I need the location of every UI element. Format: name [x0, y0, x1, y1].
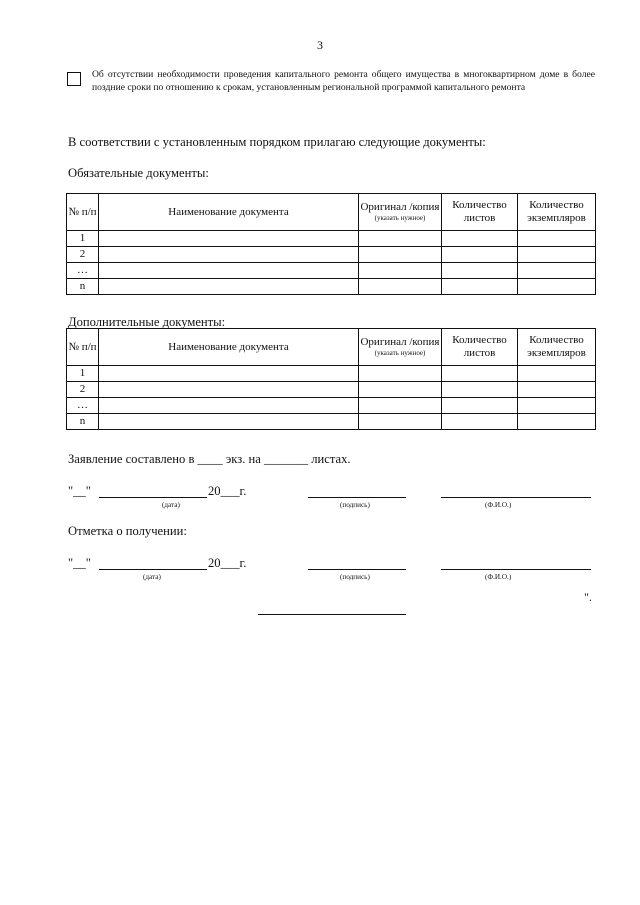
header-name: Наименование документа — [99, 329, 359, 366]
cell-sheets[interactable] — [442, 382, 518, 398]
row-num: n — [67, 414, 99, 430]
table-row — [67, 279, 596, 295]
cell-sheets[interactable] — [442, 366, 518, 382]
name-caption: (Ф.И.О.) — [485, 573, 512, 581]
header-num: № п/п — [67, 329, 99, 366]
cell-copies[interactable] — [518, 247, 596, 263]
row-num: 2 — [67, 382, 99, 398]
table-row — [67, 398, 596, 414]
cell-copies[interactable] — [518, 263, 596, 279]
date-quote: "__" — [68, 556, 91, 570]
cell-original[interactable] — [359, 382, 442, 398]
date-underline — [99, 497, 207, 498]
cell-copies[interactable] — [518, 366, 596, 382]
header-copies: Количество экземпляров — [518, 194, 596, 231]
cell-copies[interactable] — [518, 231, 596, 247]
cell-name[interactable] — [99, 263, 359, 279]
cell-original[interactable] — [359, 263, 442, 279]
date-caption: (дата) — [162, 501, 180, 509]
checkbox-label: Об отсутствии необходимости проведения капитального ремонта общего имущества в многоквартирном доме в более поздние сроки по отношению к срокам, установленным региональной программой капитального ремонта — [92, 69, 595, 93]
mandatory-docs-table — [66, 193, 596, 295]
header-sheets: Количество листов — [442, 194, 518, 231]
year-field-receipt[interactable] — [208, 556, 246, 571]
cell-copies[interactable] — [518, 279, 596, 295]
cell-sheets[interactable] — [442, 263, 518, 279]
closing-quote: ". — [584, 590, 592, 604]
cell-copies[interactable] — [518, 398, 596, 414]
cell-name[interactable] — [99, 398, 359, 414]
name-line-applicant[interactable] — [441, 497, 591, 498]
cell-sheets[interactable] — [442, 247, 518, 263]
year-prefix: 20 — [208, 484, 221, 498]
year-prefix: 20 — [208, 556, 221, 570]
additional-docs-table — [66, 328, 596, 430]
year-suffix: ___г. — [220, 484, 247, 498]
cell-original[interactable] — [359, 398, 442, 414]
cell-sheets[interactable] — [442, 279, 518, 295]
additional-docs-title: Дополнительные документы: — [68, 315, 226, 329]
date-underline — [99, 569, 207, 570]
cell-original[interactable] — [359, 247, 442, 263]
date-caption: (дата) — [143, 573, 161, 581]
cell-sheets[interactable] — [442, 414, 518, 430]
header-original — [359, 194, 442, 231]
cell-name[interactable] — [99, 414, 359, 430]
cell-copies[interactable] — [518, 382, 596, 398]
table-row — [67, 366, 596, 382]
header-sheets: Количество листов — [442, 329, 518, 366]
signature-caption: (подпись) — [340, 501, 370, 509]
cell-copies[interactable] — [518, 414, 596, 430]
table-row — [67, 231, 596, 247]
row-num: 1 — [67, 231, 99, 247]
cell-name[interactable] — [99, 366, 359, 382]
cell-original[interactable] — [359, 231, 442, 247]
row-num: n — [67, 279, 99, 295]
signature-line-applicant[interactable] — [308, 497, 406, 498]
cell-original[interactable] — [359, 414, 442, 430]
header-original-label: Оригинал /копия — [360, 201, 440, 213]
row-num: … — [67, 398, 99, 414]
table-row — [67, 247, 596, 263]
signature-caption: (подпись) — [340, 573, 370, 581]
cell-name[interactable] — [99, 279, 359, 295]
cell-sheets[interactable] — [442, 398, 518, 414]
cell-name[interactable] — [99, 382, 359, 398]
date-field-applicant[interactable] — [68, 484, 91, 499]
page-number: 3 — [317, 38, 323, 52]
header-name: Наименование документа — [99, 194, 359, 231]
cell-name[interactable] — [99, 231, 359, 247]
header-num: № п/п — [67, 194, 99, 231]
row-num: 2 — [67, 247, 99, 263]
row-num: … — [67, 263, 99, 279]
name-caption: (Ф.И.О.) — [485, 501, 512, 509]
receipt-label: Отметка о получении: — [68, 524, 187, 538]
date-quote: "__" — [68, 484, 91, 498]
header-original-note: (указать нужное) — [374, 349, 426, 357]
header-original-note: (указать нужное) — [374, 214, 426, 222]
closing-line — [258, 614, 406, 615]
cell-name[interactable] — [99, 247, 359, 263]
table-row — [67, 382, 596, 398]
header-copies: Количество экземпляров — [518, 329, 596, 366]
signature-line-receipt[interactable] — [308, 569, 406, 570]
name-line-receipt[interactable] — [441, 569, 591, 570]
statement-line: Заявление составлено в ____ экз. на _______ листах. — [68, 452, 351, 466]
year-field-applicant[interactable] — [208, 484, 246, 499]
cell-original[interactable] — [359, 279, 442, 295]
mandatory-docs-title: Обязательные документы: — [68, 166, 209, 180]
date-field-receipt[interactable] — [68, 556, 91, 571]
year-suffix: ___г. — [220, 556, 247, 570]
documents-intro: В соответствии с установленным порядком прилагаю следующие документы: — [68, 135, 486, 149]
cell-sheets[interactable] — [442, 231, 518, 247]
header-original — [359, 329, 442, 366]
table-row — [67, 263, 596, 279]
cell-original[interactable] — [359, 366, 442, 382]
checkbox-no-repair-needed[interactable] — [67, 72, 81, 86]
row-num: 1 — [67, 366, 99, 382]
header-original-label: Оригинал /копия — [360, 336, 440, 348]
table-row — [67, 414, 596, 430]
